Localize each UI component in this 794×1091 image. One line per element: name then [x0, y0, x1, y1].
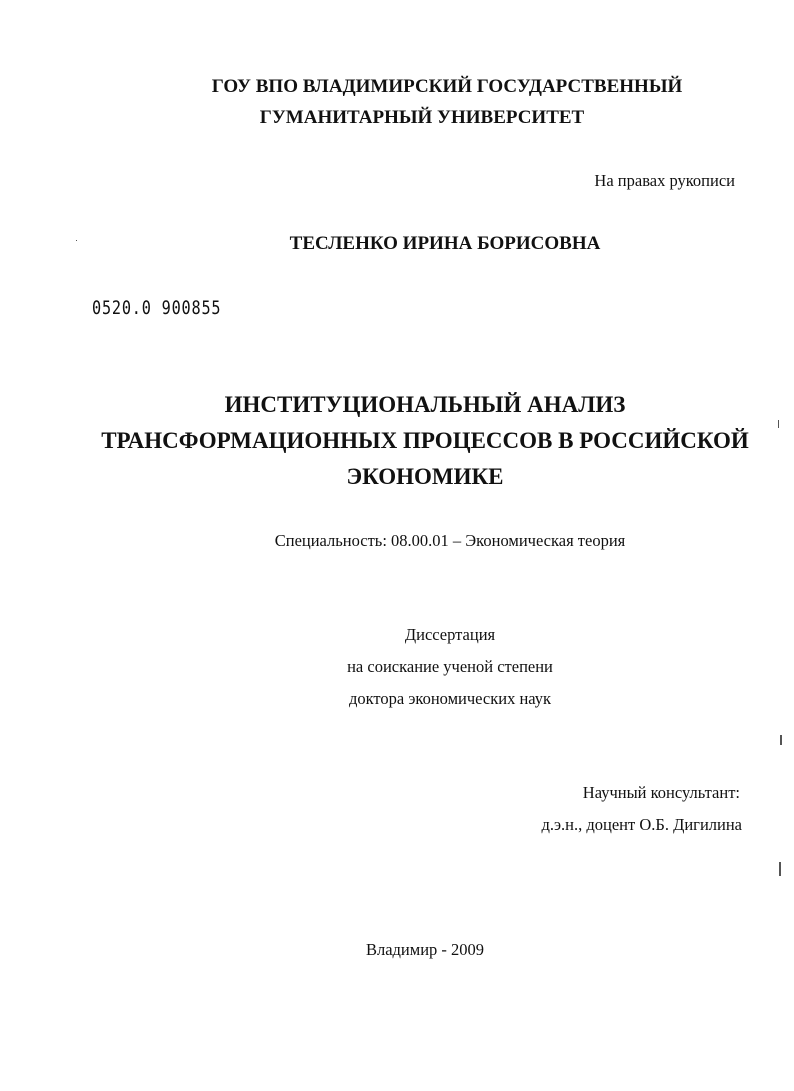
scan-speck — [779, 862, 781, 876]
city-year: Владимир - 2009 — [365, 940, 485, 959]
dissertation-line-3: доктора экономических наук — [348, 689, 552, 708]
institution-line-2: ГУМАНИТАРНЫЙ УНИВЕРСИТЕТ — [259, 107, 585, 128]
dissertation-line-2: на соискание ученой степени — [347, 657, 553, 676]
specialty: Специальность: 08.00.01 – Экономическая теория — [274, 531, 626, 550]
scan-speck — [76, 240, 77, 241]
library-stamp-number: 0520.0 900855 — [92, 297, 222, 319]
scan-speck — [780, 735, 782, 745]
manuscript-note: На правах рукописи — [594, 171, 735, 190]
institution-line-1: ГОУ ВПО ВЛАДИМИРСКИЙ ГОСУДАРСТВЕННЫЙ — [211, 76, 683, 97]
consultant-name: д.э.н., доцент О.Б. Дигилина — [541, 815, 742, 834]
title-line-3: ЭКОНОМИКЕ — [346, 464, 504, 489]
author-name: ТЕСЛЕНКО ИРИНА БОРИСОВНА — [289, 233, 601, 254]
scan-speck — [778, 420, 779, 428]
consultant-label: Научный консультант: — [582, 783, 740, 802]
dissertation-line-1: Диссертация — [404, 625, 496, 644]
title-line-1: ИНСТИТУЦИОНАЛЬНЫЙ АНАЛИЗ — [224, 392, 626, 417]
title-line-2: ТРАНСФОРМАЦИОННЫХ ПРОЦЕССОВ В РОССИЙСКОЙ — [101, 428, 749, 453]
